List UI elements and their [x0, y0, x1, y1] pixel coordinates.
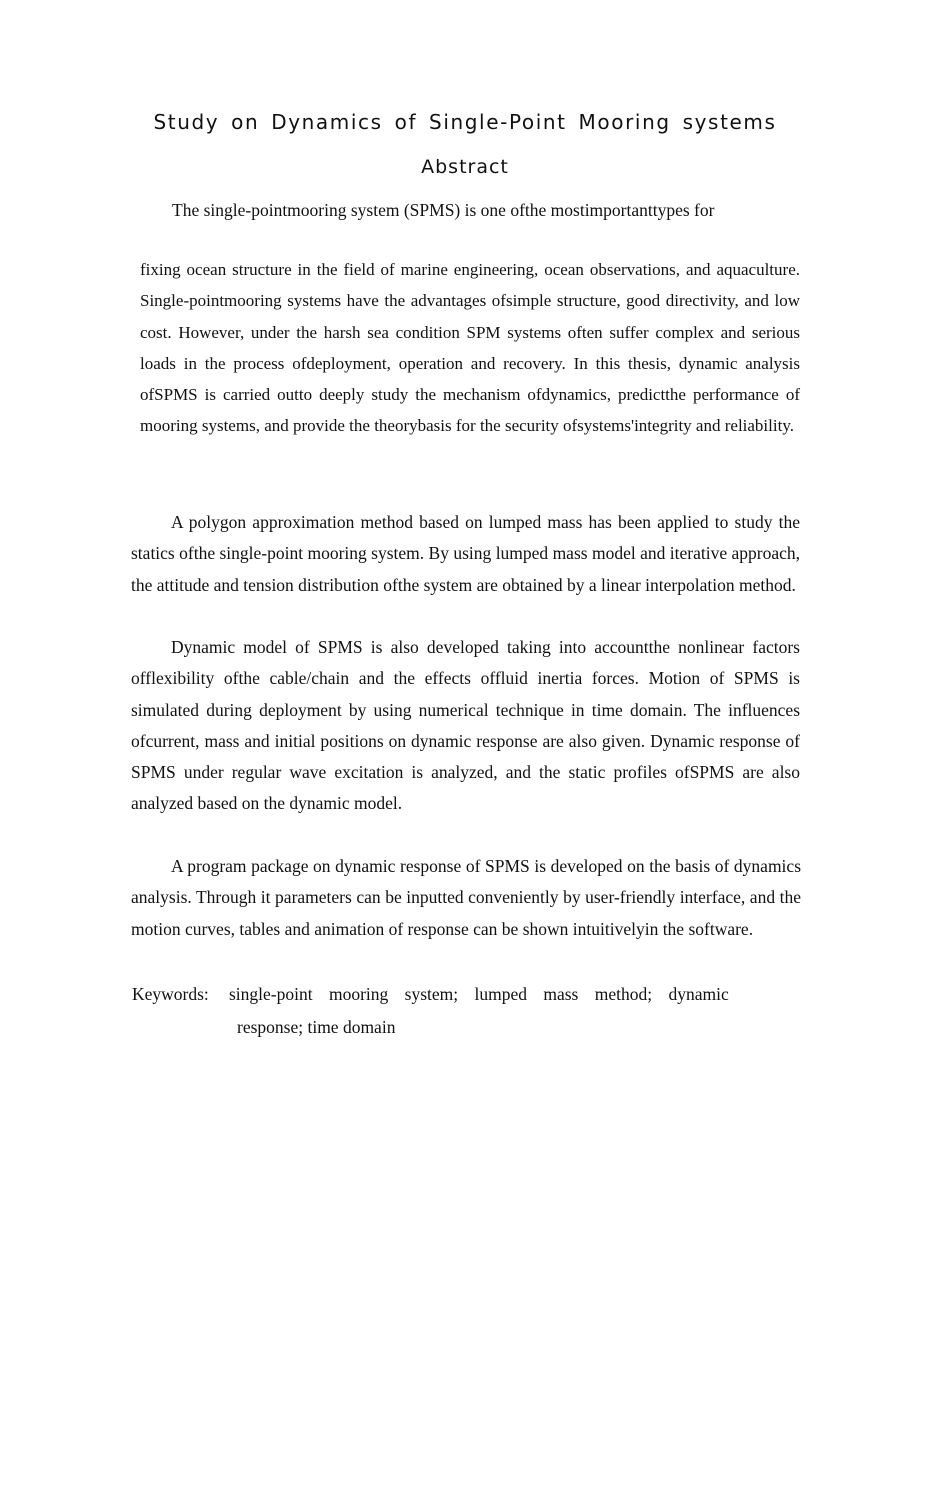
keywords-line-1: single-point mooring system; lumped mass method; dynamic: [229, 984, 729, 1004]
abstract-paragraph-1-first-line: The single-pointmooring system (SPMS) is one ofthe mostimportanttypes for: [172, 200, 715, 220]
abstract-paragraph-2: A polygon approximation method based on lumped mass has been applied to study the statics ofthe single-point mooring system. By using lumped mass model and iterative approach, the attitude and tension distribution ofthe system are obtained by a linear interpolation method.: [131, 512, 800, 595]
keywords-block: [132, 978, 800, 1044]
abstract-paragraph-4: A program package on dynamic response of SPMS is developed on the basis of dynamics analysis. Through it parameters can be inputted conveniently by user-friendly interface, and the motion curves, tables and animation of response can be shown intuitivelyin the software.: [131, 856, 801, 939]
keywords-label: Keywords:: [132, 984, 209, 1004]
keywords-line-2: response; time domain: [237, 1017, 396, 1037]
abstract-heading: Abstract: [421, 156, 509, 178]
abstract-paragraph-3: Dynamic model of SPMS is also developed taking into accountthe nonlinear factors offlexibility ofthe cable/chain and the effects offluid inertia forces. Motion of SPMS is simulated during deployment by using numerical technique in time domain. The influences ofcurrent, mass and initial positions on dynamic response are also given. Dynamic response of SPMS under regular wave excitation is analyzed, and the static profiles ofSPMS are also analyzed based on the dynamic model.: [131, 637, 800, 814]
abstract-paragraph-1-continued: fixing ocean structure in the field of marine engineering, ocean observations, and aquaculture. Single-pointmooring systems have the advantages ofsimple structure, good directivity, and low cost. However, under the harsh sea condition SPM systems often suffer complex and serious loads in the process ofdeployment, operation and recovery. In this thesis, dynamic analysis ofSPMS is carried outto deeply study the mechanism ofdynamics, predictthe performance of mooring systems, and provide the theorybasis for the security ofsystems'integrity and reliability.: [140, 260, 800, 436]
document-title: Study on Dynamics of Single-Point Mooring systems: [153, 110, 777, 134]
